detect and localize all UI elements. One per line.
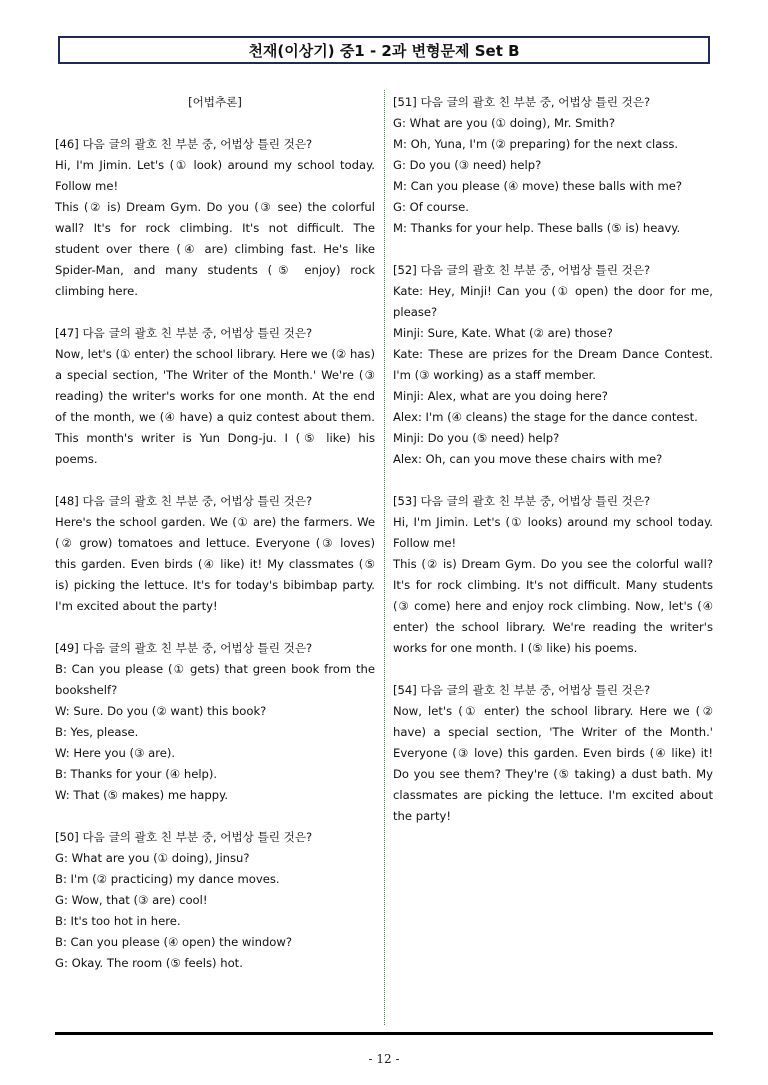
- question-text: Alex: I'm (④ cleans) the stage for the dance contest.: [393, 410, 698, 424]
- question-text: B: I'm (② practicing) my dance moves.: [55, 872, 280, 886]
- left-question-list: [55, 134, 375, 974]
- question-text: M: Can you please (④ move) these balls with me?: [393, 179, 683, 193]
- question-text: G: Okay. The room (⑤ feels) hot.: [55, 956, 243, 970]
- question-text: Here's the school garden. We (① are) the farmers. We (② grow) tomatoes and lettuce. Everyone (③ loves) this garden. Even birds (④ like) it! My classmates (⑤ is) picking the lettuce. It's for today's bibimbap party. I'm excited about the party!: [55, 515, 375, 613]
- question-text: Now, let's (① enter) the school library. Here we (② have) a special section, 'The Writer of the Month.' Everyone (③ love) this garden. Even birds (④ like) it! Do you see them? They're (⑤ taking) a dust bath. My classmates are picking the lettuce. I'm excited about the party!: [393, 704, 713, 823]
- question-text: B: Can you please (① gets) that green book from the bookshelf?: [55, 662, 375, 697]
- question-text: W: Sure. Do you (② want) this book?: [55, 704, 267, 718]
- question-text: B: Thanks for your (④ help).: [55, 767, 218, 781]
- question-stem: [46] 다음 글의 괄호 친 부분 중, 어법상 틀린 것은?: [55, 137, 313, 151]
- question-text: Hi, I'm Jimin. Let's (① looks) around my school today. Follow me!: [393, 515, 713, 550]
- question-text: W: Here you (③ are).: [55, 746, 176, 760]
- question-block: [55, 134, 375, 302]
- question-text: M: Thanks for your help. These balls (⑤ is) heavy.: [393, 221, 681, 235]
- section-label: [어법추론]: [188, 95, 242, 109]
- question-text: W: That (⑤ makes) me happy.: [55, 788, 228, 802]
- question-text: Minji: Alex, what are you doing here?: [393, 389, 608, 403]
- right-column: [393, 92, 713, 848]
- question-block: [393, 260, 713, 470]
- question-text: B: Can you please (④ open) the window?: [55, 935, 293, 949]
- spacer: [55, 113, 375, 134]
- question-stem: [51] 다음 글의 괄호 친 부분 중, 어법상 틀린 것은?: [393, 95, 651, 109]
- question-text: This (② is) Dream Gym. Do you see the colorful wall? It's for rock climbing. It's not difficult. Many students (③ come) here and enjoy rock climbing. Now, let's (④ enter) the school library. We're reading the writer's works for one month. I (⑤ like) his poems.: [393, 557, 713, 655]
- question-stem: [54] 다음 글의 괄호 친 부분 중, 어법상 틀린 것은?: [393, 683, 651, 697]
- footer-rule: [55, 1032, 713, 1035]
- question-text: G: Do you (③ need) help?: [393, 158, 542, 172]
- question-text: G: Wow, that (③ are) cool!: [55, 893, 208, 907]
- question-stem: [48] 다음 글의 괄호 친 부분 중, 어법상 틀린 것은?: [55, 494, 313, 508]
- right-question-list: [393, 92, 713, 827]
- question-stem: [50] 다음 글의 괄호 친 부분 중, 어법상 틀린 것은?: [55, 830, 313, 844]
- question-text: This (② is) Dream Gym. Do you (③ see) the colorful wall? It's for rock climbing. It's not difficult. The student over there (④ are) climbing fast. He's like Spider-Man, and many students (⑤ enjoy) rock climbing here.: [55, 200, 375, 298]
- question-text: G: Of course.: [393, 200, 469, 214]
- question-text: Kate: Hey, Minji! Can you (① open) the door for me, please?: [393, 284, 713, 319]
- question-block: [55, 638, 375, 806]
- column-divider: [384, 90, 385, 1025]
- question-block: [393, 491, 713, 659]
- question-block: [55, 827, 375, 974]
- question-text: G: What are you (① doing), Jinsu?: [55, 851, 250, 865]
- page-number: - 12 -: [368, 1052, 400, 1066]
- question-text: B: Yes, please.: [55, 725, 139, 739]
- question-block: [393, 92, 713, 239]
- page-title: 천재(이상기) 중1 - 2과 변형문제 Set B: [58, 36, 710, 64]
- question-stem: [52] 다음 글의 괄호 친 부분 중, 어법상 틀린 것은?: [393, 263, 651, 277]
- question-text: Minji: Sure, Kate. What (② are) those?: [393, 326, 613, 340]
- question-block: [55, 323, 375, 470]
- question-text: Minji: Do you (⑤ need) help?: [393, 431, 560, 445]
- question-text: Hi, I'm Jimin. Let's (① look) around my school today. Follow me!: [55, 158, 375, 193]
- question-stem: [53] 다음 글의 괄호 친 부분 중, 어법상 틀린 것은?: [393, 494, 651, 508]
- question-block: [393, 680, 713, 827]
- question-text: M: Oh, Yuna, I'm (② preparing) for the next class.: [393, 137, 679, 151]
- question-stem: [49] 다음 글의 괄호 친 부분 중, 어법상 틀린 것은?: [55, 641, 313, 655]
- question-block: [55, 491, 375, 617]
- question-text: Alex: Oh, can you move these chairs with me?: [393, 452, 663, 466]
- question-stem: [47] 다음 글의 괄호 친 부분 중, 어법상 틀린 것은?: [55, 326, 313, 340]
- question-text: B: It's too hot in here.: [55, 914, 181, 928]
- left-column: [55, 92, 375, 995]
- question-text: Now, let's (① enter) the school library. Here we (② has) a special section, 'The Writer of the Month.' We're (③ reading) the writer's works for one month. At the end of the month, we (④ have) a quiz contest about them. This month's writer is Yun Dong-ju. I (⑤ like) his poems.: [55, 347, 375, 466]
- question-text: Kate: These are prizes for the Dream Dance Contest. I'm (③ working) as a staff member.: [393, 347, 713, 382]
- question-text: G: What are you (① doing), Mr. Smith?: [393, 116, 616, 130]
